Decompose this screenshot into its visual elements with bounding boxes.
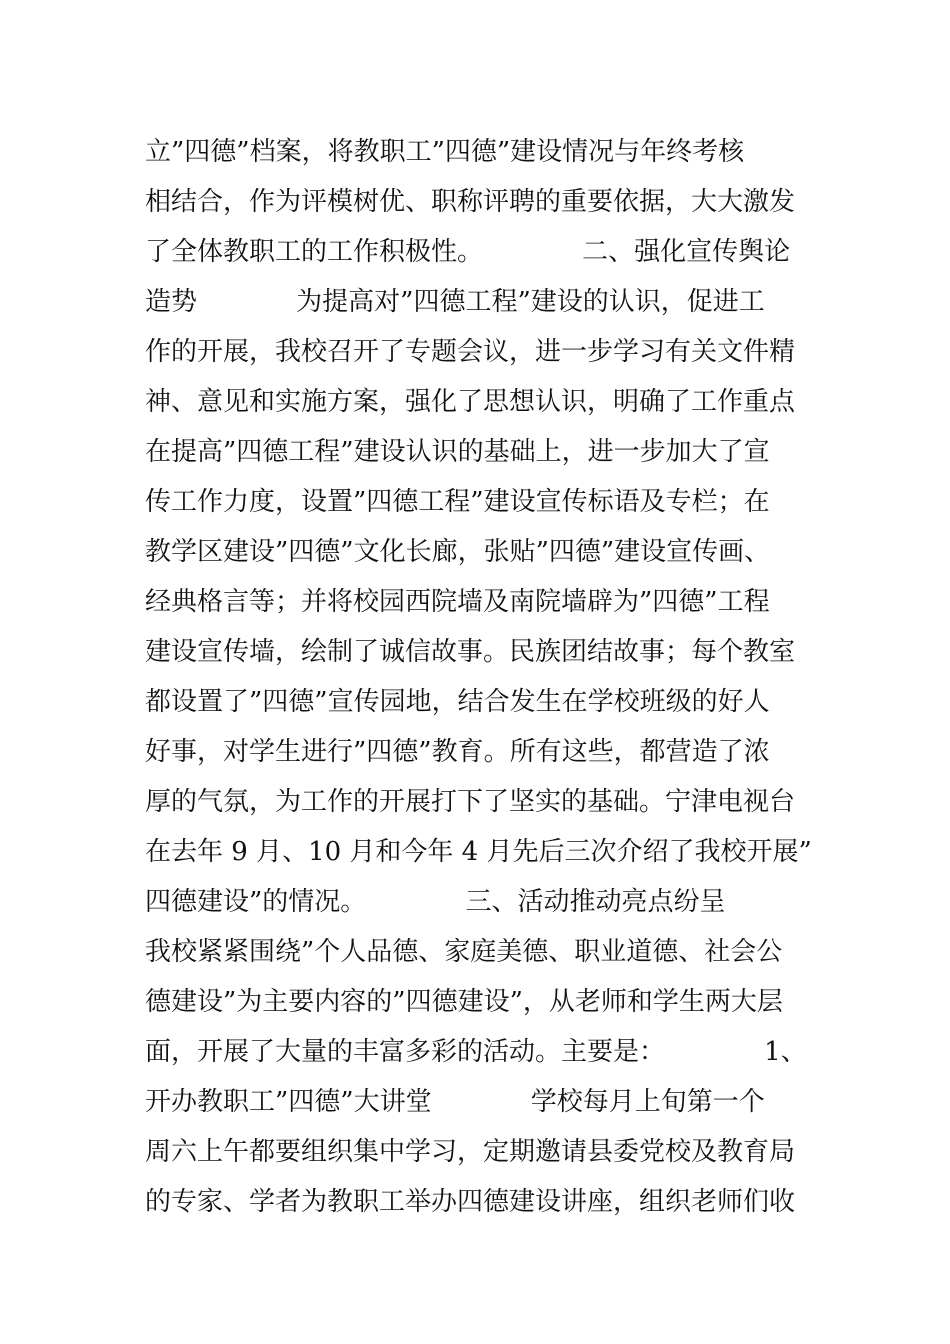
text-line-17: 我校紧紧围绕”个人品德、家庭美德、职业道德、社会公: [145, 937, 783, 967]
text-line-8: 传工作力度，设置”四德工程”建设宣传标语及专栏；在: [145, 487, 770, 517]
text-line-14: 厚的气氛，为工作的开展打下了坚实的基础。宁津电视台: [145, 787, 796, 817]
text-line-20: 开办教职工”四德”大讲堂 学校每月上旬第一个: [145, 1087, 765, 1117]
text-line-11: 建设宣传墙，绘制了诚信故事。民族团结故事；每个教室: [145, 637, 796, 667]
text-line-4: 造势 为提高对”四德工程”建设的认识，促进工: [145, 287, 765, 317]
text-line-6: 神、意见和实施方案，强化了思想认识，明确了工作重点: [145, 387, 796, 417]
text-line-16: 四德建设”的情况。 三、活动推动亮点纷呈: [145, 887, 726, 917]
text-line-2: 相结合，作为评模树优、职称评聘的重要依据，大大激发: [145, 187, 796, 217]
text-line-10: 经典格言等；并将校园西院墙及南院墙辟为”四德”工程: [145, 587, 770, 617]
text-line-19: 面，开展了大量的丰富多彩的活动。主要是： 1、: [145, 1037, 807, 1067]
text-line-12: 都设置了”四德”宣传园地，结合发生在学校班级的好人: [145, 687, 770, 717]
body-text: [145, 127, 845, 1227]
text-line-5: 作的开展，我校召开了专题会议，进一步学习有关文件精: [145, 337, 796, 367]
text-line-21: 周六上午都要组织集中学习，定期邀请县委党校及教育局: [145, 1137, 796, 1167]
text-line-15: 在去年 9 月、10 月和今年 4 月先后三次介绍了我校开展”: [145, 837, 812, 867]
text-line-1: 立”四德”档案，将教职工”四德”建设情况与年终考核: [145, 137, 745, 167]
text-line-3: 了全体教职工的工作积极性。 二、强化宣传舆论: [145, 237, 791, 267]
text-line-9: 教学区建设”四德”文化长廊，张贴”四德”建设宣传画、: [145, 537, 771, 567]
text-line-7: 在提高”四德工程”建设认识的基础上，进一步加大了宣: [145, 437, 770, 467]
text-line-18: 德建设”为主要内容的”四德建设”，从老师和学生两大层: [145, 987, 783, 1017]
text-line-22: 的专家、学者为教职工举办四德建设讲座，组织老师们收: [145, 1187, 796, 1217]
text-line-13: 好事，对学生进行”四德”教育。所有这些，都营造了浓: [145, 737, 770, 767]
